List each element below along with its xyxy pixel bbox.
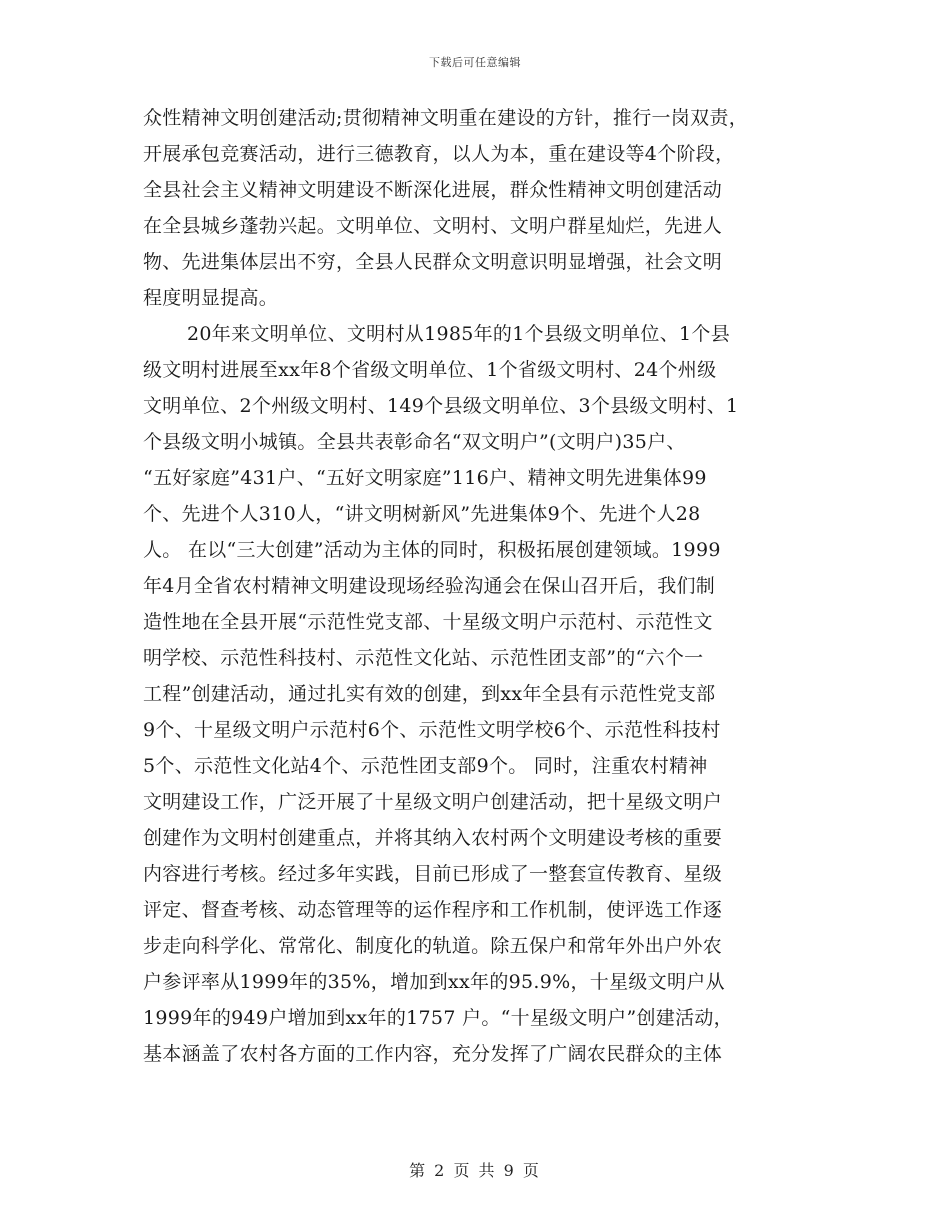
text-line: 众性精神文明创建活动;贯彻精神文明重在建设的方针，推行一岗双责， (143, 107, 749, 129)
page-number-footer: 第 2 页 共 9 页 (409, 1161, 541, 1180)
text-line: 人。 在以“三大创建”活动为主体的同时，积极拓展创建领域。1999 (143, 539, 721, 561)
text-line: 工程”创建活动，通过扎实有效的创建，到xx年全县有示范性党支部 (143, 683, 716, 705)
text-line: “五好家庭”431户、“五好文明家庭”116户、精神文明先进集体99 (143, 467, 707, 489)
text-line: 9个、十星级文明户示范村6个、示范性文明学校6个、示范性科技村 (143, 719, 721, 741)
text-line: 评定、督查考核、动态管理等的运作程序和工作机制，使评选工作逐 (143, 899, 723, 921)
text-line: 物、先进集体层出不穷，全县人民群众文明意识明显增强，社会文明 (143, 251, 723, 273)
text-line: 户参评率从1999年的35%，增加到xx年的95.9%，十星级文明户从 (143, 971, 725, 993)
text-line: 全县社会主义精神文明建设不断深化进展，群众性精神文明创建活动 (143, 179, 723, 201)
page-header: 下载后可任意编辑 (429, 56, 521, 69)
text-line: 1999年的949户增加到xx年的1757 户。“十星级文明户”创建活动， (143, 1007, 733, 1029)
text-line: 在全县城乡蓬勃兴起。文明单位、文明村、文明户群星灿烂，先进人 (143, 215, 723, 237)
document-body (143, 100, 803, 1072)
text-line: 文明单位、2个州级文明村、149个县级文明单位、3个县级文明村、1 (143, 395, 739, 417)
text-line: 级文明村进展至xx年8个省级文明单位、1个省级文明村、24个州级 (143, 359, 717, 381)
text-line: 个、先进个人310人，“讲文明树新风”先进集体9个、先进个人28 (143, 503, 701, 525)
text-line: 基本涵盖了农村各方面的工作内容，充分发挥了广阔农民群众的主体 (143, 1043, 723, 1065)
text-line: 5个、示范性文化站4个、示范性团支部9个。 同时，注重农村精神 (143, 755, 708, 777)
text-line: 程度明显提高。 (143, 287, 279, 309)
text-line: 创建作为文明村创建重点，并将其纳入农村两个文明建设考核的重要 (143, 827, 723, 849)
text-line: 文明建设工作，广泛开展了十星级文明户创建活动，把十星级文明户 (143, 791, 723, 813)
text-line: 造性地在全县开展“示范性党支部、十星级文明户示范村、示范性文 (143, 611, 713, 633)
paragraph-start-line: 20年来文明单位、文明村从1985年的1个县级文明单位、1个县 (187, 323, 731, 345)
text-line: 内容进行考核。经过多年实践，目前已形成了一整套宣传教育、星级 (143, 863, 723, 885)
text-line: 个县级文明小城镇。全县共表彰命名“双文明户”(文明户)35户、 (143, 431, 686, 453)
text-line: 年4月全省农村精神文明建设现场经验沟通会在保山召开后，我们制 (143, 575, 716, 597)
text-line: 开展承包竞赛活动，进行三德教育，以人为本，重在建设等4个阶段， (143, 143, 735, 165)
text-line: 步走向科学化、常常化、制度化的轨道。除五保户和常年外出户外农 (143, 935, 723, 957)
text-line: 明学校、示范性科技村、示范性文化站、示范性团支部”的“六个一 (143, 647, 704, 669)
